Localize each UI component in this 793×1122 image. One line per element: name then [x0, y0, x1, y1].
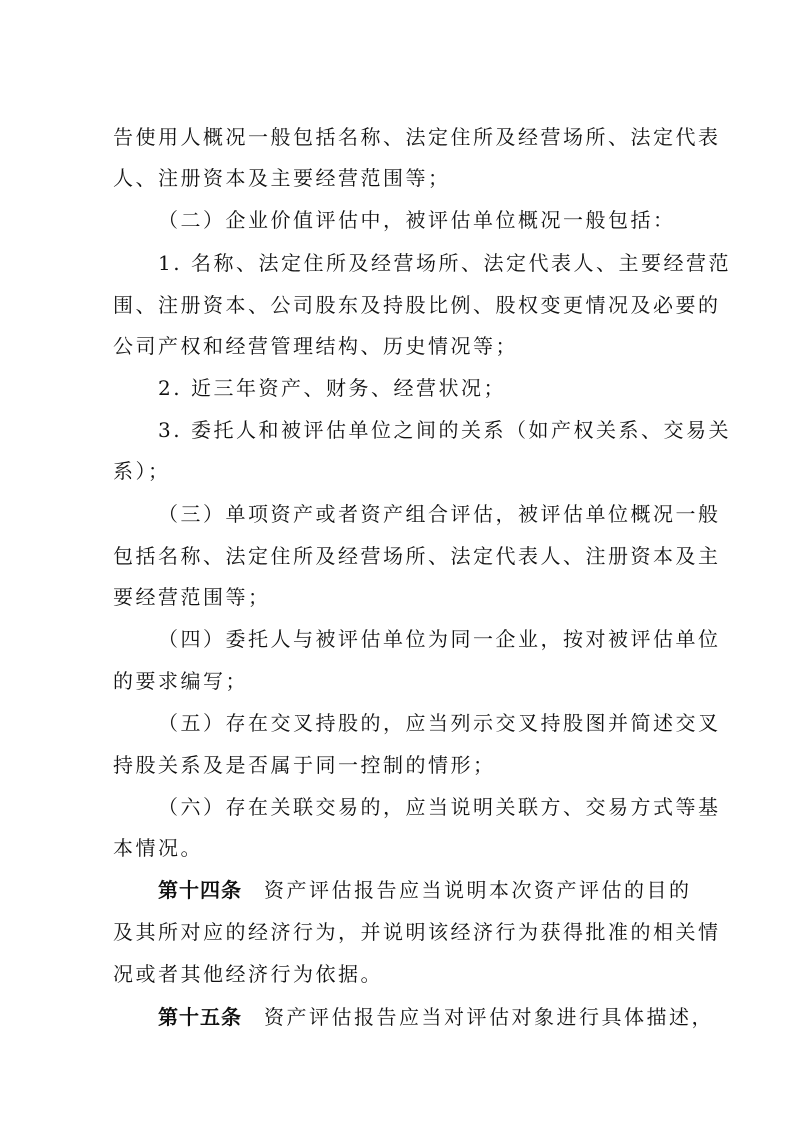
- text-line: 1. 名称、法定住所及经营场所、法定代表人、主要经营范: [158, 251, 731, 275]
- text-line: （四）委托人与被评估单位为同一企业，按对被评估单位: [158, 627, 721, 651]
- text-line: （六）存在关联交易的，应当说明关联方、交易方式等基: [158, 795, 721, 819]
- text-line: 包括名称、法定住所及经营场所、法定代表人、注册资本及主: [113, 544, 721, 568]
- text-line: 3. 委托人和被评估单位之间的关系（如产权关系、交易关: [158, 418, 731, 442]
- text-line: 及其所对应的经济行为，并说明该经济行为获得批准的相关情: [113, 920, 721, 944]
- text-line: 系）；: [113, 459, 171, 483]
- text-line: 公司产权和经营管理结构、历史情况等；: [113, 334, 518, 358]
- article-14-text: 资产评估报告应当说明本次资产评估的目的: [264, 878, 692, 902]
- text-line: 2. 近三年资产、财务、经营状况；: [158, 376, 506, 400]
- article-14-heading: 第十四条: [158, 878, 242, 902]
- text-line: 围、注册资本、公司股东及持股比例、股权变更情况及必要的: [113, 293, 721, 317]
- text-line: 本情况。: [113, 836, 203, 860]
- text-line: 要经营范围等；: [113, 585, 271, 609]
- text-line: 的要求编写；: [113, 669, 248, 693]
- text-line: 持股关系及是否属于同一控制的情形；: [113, 753, 496, 777]
- text-line: （五）存在交叉持股的，应当列示交叉持股图并简述交叉: [158, 711, 721, 735]
- text-line: （二）企业价值评估中，被评估单位概况一般包括：: [158, 208, 676, 232]
- text-line: 告使用人概况一般包括名称、法定住所及经营场所、法定代表: [113, 125, 721, 149]
- text-line: 人、注册资本及主要经营范围等；: [113, 166, 451, 190]
- text-line: 况或者其他经济行为依据。: [113, 962, 383, 986]
- text-line: （三）单项资产或者资产组合评估，被评估单位概况一般: [158, 502, 721, 526]
- article-15-first-line: [158, 1005, 714, 1029]
- article-15-heading: 第十五条: [158, 1005, 242, 1029]
- article-14-first-line: [158, 878, 692, 902]
- article-15-text: 资产评估报告应当对评估对象进行具体描述，: [264, 1005, 714, 1029]
